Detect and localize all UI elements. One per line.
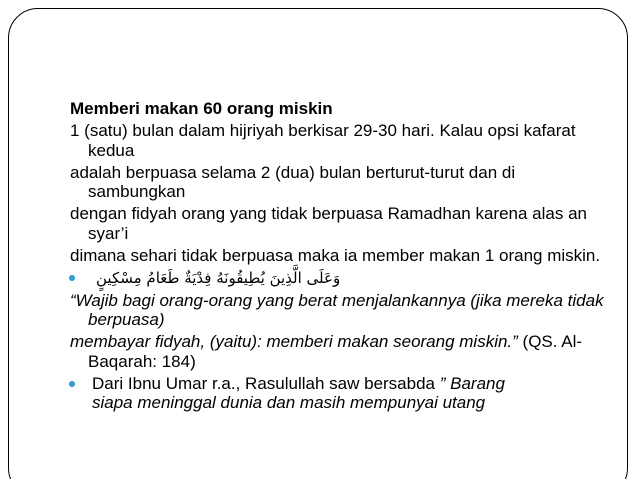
- bullet-dot-icon: [69, 381, 75, 387]
- hadith-quote-start: ” Barang: [439, 373, 505, 393]
- paragraph-1: 1 (satu) bulan dalam hijriyah berkisar 29-30 hari. Kalau opsi kafarat kedua: [70, 121, 576, 160]
- paragraph-2: adalah berpuasa selama 2 (dua) bulan berturut-turut dan di sambungkan: [70, 162, 516, 201]
- bullet-arabic-verse: [70, 268, 615, 289]
- bullet-hadith: [70, 374, 615, 413]
- paragraph-4: dimana sehari tidak berpuasa maka ia member makan 1 orang miskin.: [70, 245, 601, 265]
- arabic-verse: وَعَلَى الَّذِينَ يُطِيقُونَهُ فِدْيَةٌ طَعَامُ مِسْكِينٍ: [96, 268, 341, 287]
- quote-line-1: “Wajib bagi orang-orang yang berat menjalankannya (jika mereka tidak berpuasa): [70, 290, 604, 329]
- bullet-dot-icon: [69, 275, 75, 281]
- hadith-quote-continued: siapa meninggal dunia dan masih mempunyai utang: [92, 393, 486, 412]
- slide-heading: Memberi makan 60 orang miskin: [70, 99, 333, 118]
- quote-line-2-text: membayar fidyah, (yaitu): memberi makan seorang miskin.”: [70, 332, 518, 351]
- quote-reference: (QS. Al-Baqarah: 184): [88, 332, 583, 371]
- hadith-intro: Dari Ibnu Umar r.a., Rasulullah saw bersabda: [92, 373, 440, 393]
- slide-content: [70, 99, 615, 415]
- quote-line-2: [70, 332, 615, 371]
- paragraph-3: dengan fidyah orang yang tidak berpuasa Ramadhan karena alas an syar’i: [70, 204, 587, 243]
